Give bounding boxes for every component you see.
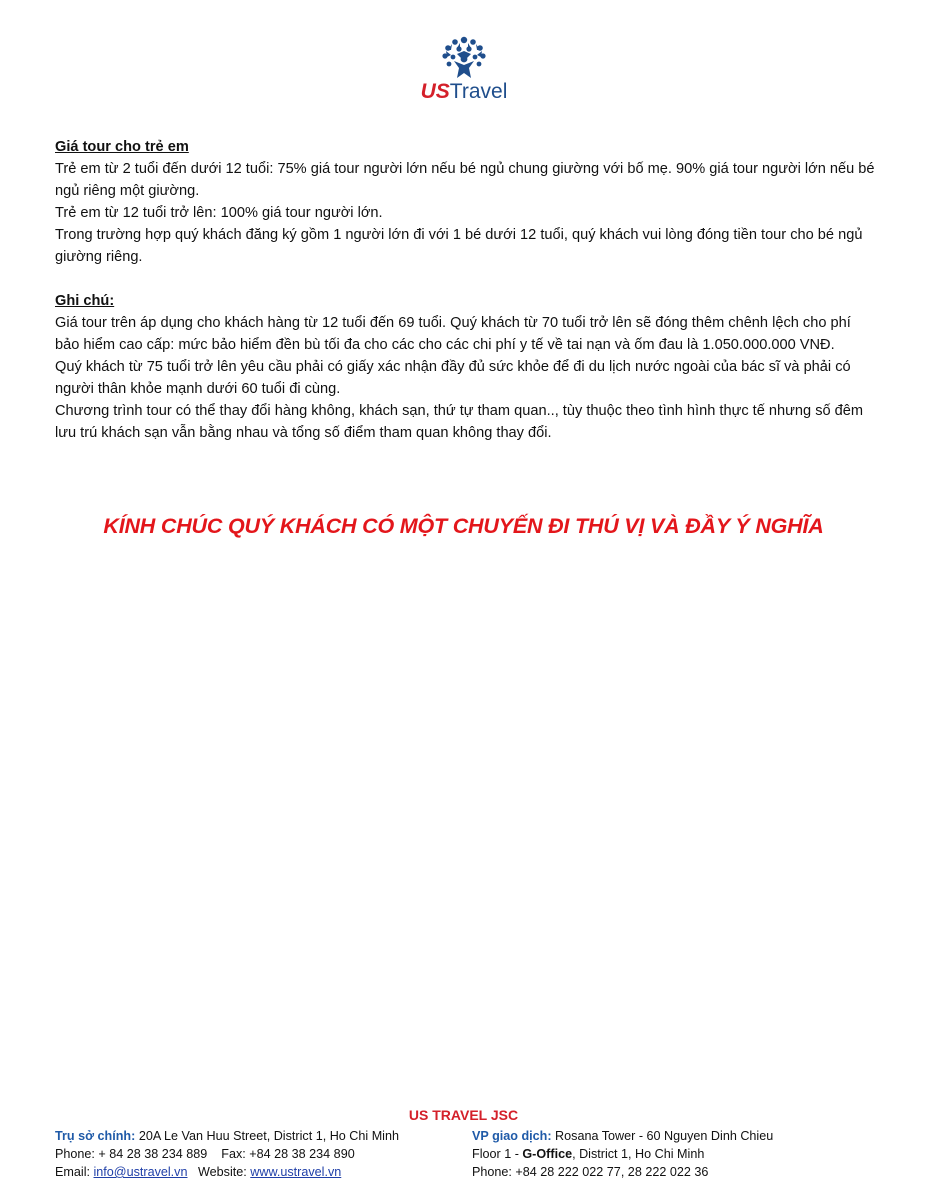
- document-body: [55, 136, 875, 444]
- footer-head-office: [55, 1127, 399, 1181]
- footer-building-name: G-Office: [522, 1147, 573, 1161]
- child-pricing-heading: Giá tour cho trẻ em: [55, 139, 189, 155]
- notes-line: Quý khách từ 75 tuổi trở lên yêu cầu phải có giấy xác nhận đầy đủ sức khỏe để đi du lịch nước ngoài của bác sĩ và phải có người thân khỏe mạnh dưới 60 tuổi đi cùng.: [55, 359, 851, 397]
- footer-office-address: Rosana Tower - 60 Nguyen Dinh Chieu: [551, 1129, 774, 1143]
- footer-office-label: VP giao dịch:: [472, 1129, 552, 1143]
- logo-brand-us: US: [420, 80, 450, 103]
- child-pricing-line: Trẻ em từ 2 tuổi đến dưới 12 tuổi: 75% giá tour người lớn nếu bé ngủ chung giường với bố mẹ. 90% giá tour người lớn nếu bé ngủ riêng một giường.: [55, 161, 875, 199]
- footer-contact-line: [55, 1163, 399, 1181]
- logo-wordmark: [415, 80, 513, 104]
- footer-hq-label: Trụ sở chính:: [55, 1129, 136, 1143]
- footer-hq-line: [55, 1127, 399, 1145]
- footer-company-name: US TRAVEL JSC: [408, 1107, 519, 1123]
- company-logo: [415, 34, 513, 108]
- child-pricing-line: Trẻ em từ 12 tuổi trở lên: 100% giá tour người lớn.: [55, 205, 383, 221]
- paragraph-spacer: [55, 268, 875, 290]
- child-pricing-line: Trong trường hợp quý khách đăng ký gồm 1 người lớn đi với 1 bé dưới 12 tuổi, quý khách vui lòng đóng tiền tour cho bé ngủ giường riêng.: [55, 227, 863, 265]
- footer-website-link[interactable]: www.ustravel.vn: [250, 1165, 342, 1179]
- notes-line: Chương trình tour có thể thay đổi hàng không, khách sạn, thứ tự tham quan.., tùy thuộc theo tình hình thực tế nhưng số đêm lưu trú khách sạn vẫn bằng nhau và tổng số điểm tham quan không thay đổi.: [55, 403, 864, 441]
- footer-office-line: [472, 1127, 773, 1145]
- footer-floor-suffix: , District 1, Ho Chi Minh: [572, 1147, 705, 1161]
- logo-brand-travel: Travel: [449, 80, 508, 103]
- tree-of-people-logo-icon: [415, 34, 513, 80]
- footer-website-label: Website:: [187, 1165, 251, 1179]
- notes-heading: Ghi chú:: [55, 293, 115, 309]
- footer-phone-fax: Phone: + 84 28 38 234 889 Fax: +84 28 38 234 890: [55, 1147, 355, 1161]
- notes-line: Giá tour trên áp dụng cho khách hàng từ 12 tuổi đến 69 tuổi. Quý khách từ 70 tuổi trở lên sẽ đóng thêm chênh lệch cho phí bảo hiểm cao cấp: mức bảo hiểm đền bù tối đa cho các cho các chi phí y tế về tai nạn và ốm đau là 1.050.000.000 VNĐ.: [55, 315, 851, 353]
- footer-email-label: Email:: [55, 1165, 94, 1179]
- footer-email-link[interactable]: info@ustravel.vn: [93, 1165, 188, 1179]
- closing-greeting: KÍNH CHÚC QUÝ KHÁCH CÓ MỘT CHUYẾN ĐI THÚ VỊ VÀ ĐẦY Ý NGHĨA: [103, 514, 824, 538]
- footer-hq-address: 20A Le Van Huu Street, District 1, Ho Chi Minh: [135, 1129, 399, 1143]
- footer-floor-prefix: Floor 1 -: [472, 1147, 523, 1161]
- footer-office-phone: Phone: +84 28 222 022 77, 28 222 022 36: [472, 1165, 709, 1179]
- footer-branch-office: [472, 1127, 773, 1181]
- footer-floor-line: [472, 1145, 773, 1163]
